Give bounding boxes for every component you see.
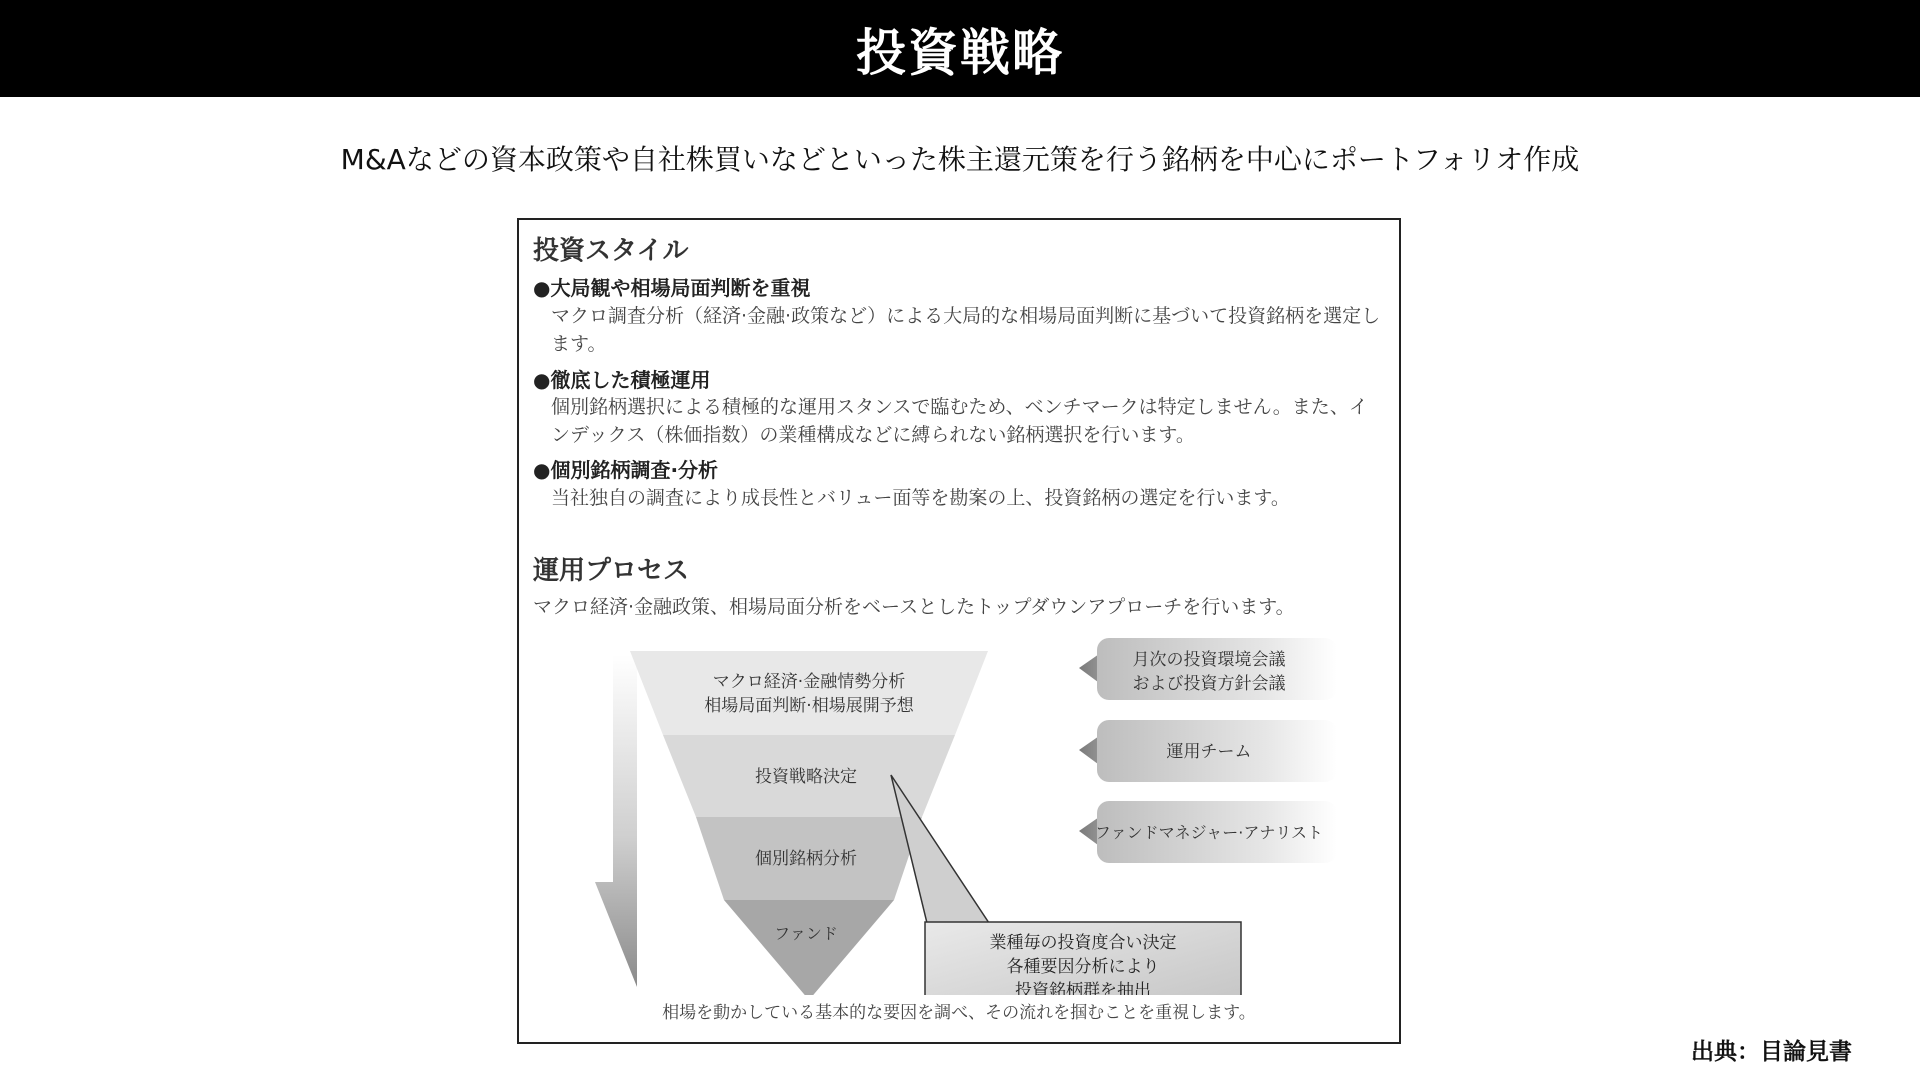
callout-line-3: 投資銘柄群を抽出 <box>1015 981 1151 995</box>
bullet-body-1: マクロ調査分析（経済·金融·政策など）による大局的な相場局面判断に基づいて投資銘柄を選定します。 <box>551 305 1381 355</box>
funnel-level-4-label: ファンド <box>774 924 838 943</box>
bullet-title-2: ●徹底した積極運用 <box>533 368 711 392</box>
style-section-title: 投資スタイル <box>533 236 689 266</box>
header-bar <box>0 0 1920 97</box>
input-1-line2: および投資方針会議 <box>1132 674 1286 694</box>
input-2-label: 運用チーム <box>1166 742 1252 762</box>
process-footer-note: 相場を動かしている基本的な要因を調べ、その流れを掴むことを重視します。 <box>662 1003 1256 1023</box>
input-1-line1: 月次の投資環境会議 <box>1132 650 1286 670</box>
callout-line-2: 各種要因分析により <box>1006 957 1160 977</box>
funnel-level-2-label: 投資戦略決定 <box>755 767 857 787</box>
bullet-title-1: ●大局観や相場局面判断を重視 <box>533 276 811 300</box>
bullet-title-3: ●個別銘柄調査·分析 <box>533 458 719 482</box>
bullet-body-2: 個別銘柄選択による積極的な運用スタンスで臨むため、ベンチマークは特定しません。また、インデックス（株価指数）の業種構成などに縛られない銘柄選択を行います。 <box>551 396 1368 446</box>
page-title: 投資戦略 <box>856 23 1064 82</box>
prospectus-panel <box>517 218 1401 1044</box>
callout-line-1: 業種毎の投資度合い決定 <box>989 933 1177 953</box>
process-section-title: 運用プロセス <box>533 556 690 586</box>
funnel-level-1-line2: 相場局面判断·相場展開予想 <box>704 696 914 716</box>
process-diagram <box>519 620 1399 999</box>
down-arrow-icon <box>595 655 637 987</box>
funnel-level-1 <box>630 651 988 735</box>
funnel-level-1-line1: マクロ経済·金融情勢分析 <box>712 672 906 692</box>
input-3-label: ファンドマネジャー·アナリスト <box>1094 823 1324 842</box>
funnel-level-4 <box>724 900 894 995</box>
source-citation: 出典：目論見書 <box>1691 1039 1852 1065</box>
subtitle: M&Aなどの資本政策や自社株買いなどといった株主還元策を行う銘柄を中心にポートフォリオ作成 <box>340 143 1580 176</box>
bullet-body-3: 当社独自の調査により成長性とバリュー面等を勘案の上、投資銘柄の選定を行います。 <box>551 487 1290 509</box>
funnel-level-3-label: 個別銘柄分析 <box>755 849 857 869</box>
process-description: マクロ経済·金融政策、相場局面分析をベースとしたトップダウンアプローチを行います。 <box>533 596 1295 618</box>
